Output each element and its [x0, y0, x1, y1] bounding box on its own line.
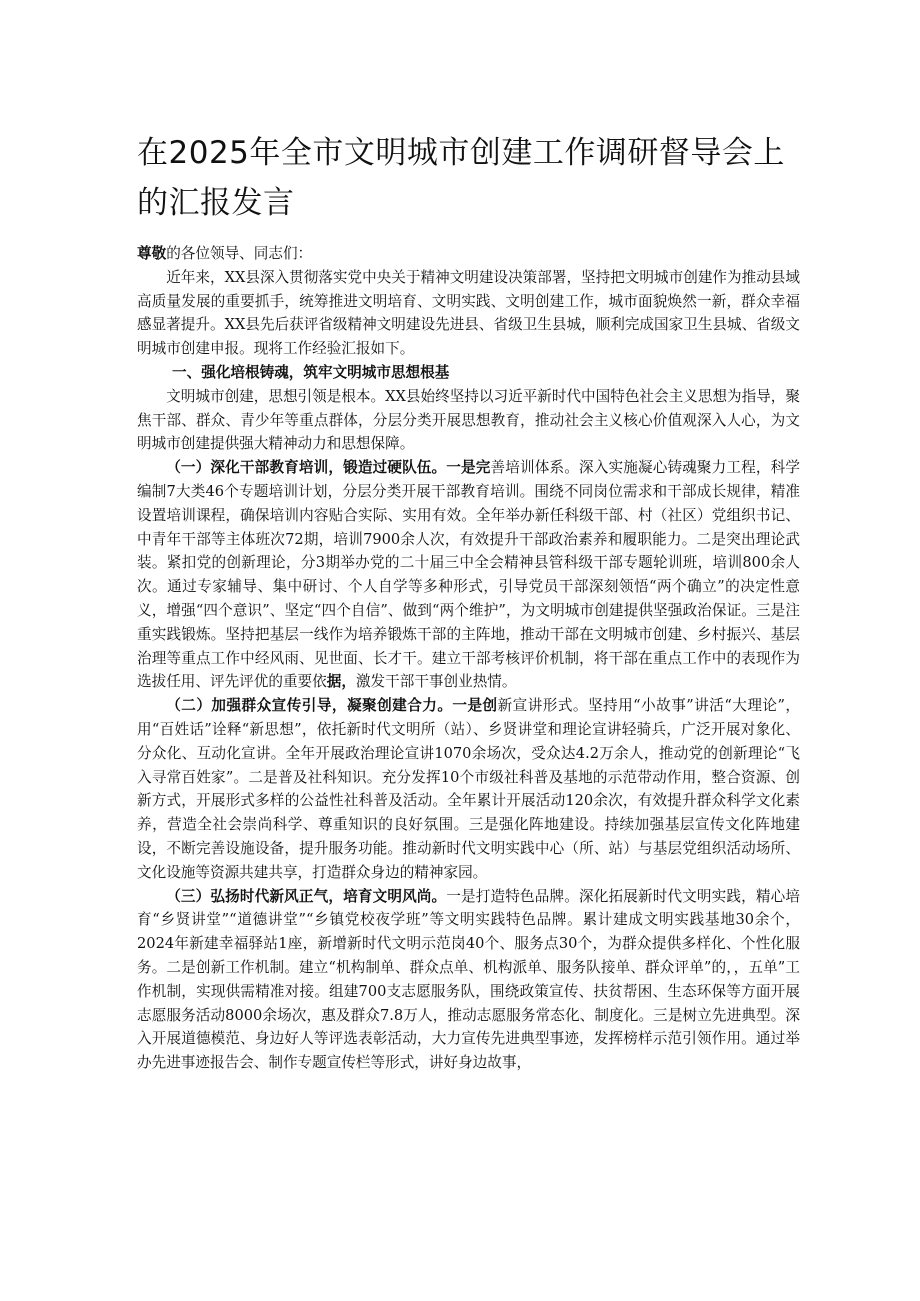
document-title: 在2025年全市文明城市创建工作调研督导会上的汇报发言	[137, 135, 785, 221]
section-heading-1: 一、强化培根铸魂，筑牢文明城市思想根基	[172, 363, 450, 381]
greeting	[137, 242, 800, 266]
subsection-2-heading: （二）加强群众宣传引导，凝聚创建合力。	[166, 697, 453, 715]
subsection-2-text: 新宣讲形式。坚持用“小故事”讲活“大理论”，用“百姓话”诠释“新思想”，依托新时代文明所（站）、乡贤讲堂和理论宣讲轻骑兵，广泛开展对象化、分众化、互动化宣讲。全年开展政治理论宣讲1070余场次，受众达4.2万余人，推动党的创新理论“飞入寻常百姓家”。二是普及社科知识。充分发挥10个市级社科普及基地的示范带动作用，整合资源、创新方式，开展形式多样的公益性社科普及活动。全年累计开展活动120余次，有效提升群众科学文化素养，营造全社会崇尚科学、尊重知识的良好氛围。三是强化阵地建设。持续加强基层宣传文化阵地建设，不断完善设施设备，提升服务功能。推动新时代文明实践中心（所、站）与基层党组织活动场所、文化设施等资源共建共享，打造群众身边的精神家园。	[137, 697, 800, 881]
subsection-1-lead: 一是完	[446, 459, 491, 477]
subsection-1-paragraph	[137, 456, 800, 694]
greeting-lead: 尊敬	[137, 245, 167, 262]
document-body	[137, 242, 800, 1075]
subsection-2-paragraph	[137, 694, 800, 884]
subsection-1-text: 善培训体系。深入实施凝心铸魂聚力工程，科学编制7大类46个专题培训计划，分层分类开展干部教育培训。围绕不同岗位需求和干部成长规律，精准设置培训课程，确保培训内容贴合实际、实用有效。全年举办新任科级干部、村（社区）党组织书记、中青年干部等主体班次72期，培训7900余人次，有效提升干部政治素养和履职能力。二是突出理论武装。紧扣党的创新理论，分3期举办党的二十届三中全会精神县管科级干部专题轮训班，培训800余人次。通过专家辅导、集中研讨、个人自学等多种形式，引导党员干部深刻领悟“两个确立”的决定性意义，增强“四个意识”、坚定“四个自信”、做到“两个维护”，为文明城市创建提供坚强政治保证。三是注重实践锻炼。坚持把基层一线作为培养锻炼干部的主阵地，推动干部在文明城市创建、乡村振兴、基层治理等重点工作中经风雨、见世面、长才干。建立干部考核评价机制，将干部在重点工作中的表现作为选拔任用、评先评优的重要依	[137, 459, 800, 691]
section-overview-paragraph: 文明城市创建，思想引领是根本。XX县始终坚持以习近平新时代中国特色社会主义思想为指导，聚焦干部、群众、青少年等重点群体，分层分类开展思想教育，推动社会主义核心价值观深入人心，为文明城市创建提供强大精神动力和思想保障。	[137, 387, 800, 453]
subsection-3-paragraph	[137, 885, 800, 1075]
greeting-rest: 的各位领导、同志们：	[166, 245, 313, 262]
subsection-2-lead: 一是创	[452, 697, 498, 715]
subsection-1-tail-bold: 据，	[326, 673, 356, 691]
intro-paragraph: 近年来，XX县深入贯彻落实党中央关于精神文明建设决策部署，坚持把文明城市创建作为推动县域高质量发展的重要抓手，统筹推进文明培育、文明实践、文明创建工作，城市面貌焕然一新，群众幸福感显著提升。XX县先后获评省级精神文明建设先进县、省级卫生县城，顺利完成国家卫生县城、省级文明城市创建申报。现将工作经验汇报如下。	[137, 268, 800, 358]
subsection-1-heading: （一）深化干部教育培训，锻造过硬队伍。	[166, 459, 447, 477]
subsection-1-tail: 激发干部干事创业热情。	[355, 673, 517, 691]
subsection-3-text: 一是打造特色品牌。深化拓展新时代文明实践，精心培育“乡贤讲堂”“道德讲堂”“乡镇党校夜学班”等文明实践特色品牌。累计建成文明实践基地30余个，2024年新建幸福驿站1座，新增新时代文明示范岗40个、服务点30个，为群众提供多样化、个性化服务。二是创新工作机制。建立“机构制单、群众点单、机构派单、服务队接单、群众评单”的，，五单”工作机制，实现供需精准对接。组建700支志愿服务队，围绕政策宣传、扶贫帮困、生态环保等方面开展志愿服务活动8000余场次，惠及群众7.8万人，推动志愿服务常态化、制度化。三是树立先进典型。深入开展道德模范、身边好人等评选表彰活动，大力宣传先进典型事迹，发挥榜样示范引领作用。通过举办先进事迹报告会、制作专题宣传栏等形式，讲好身边故事，	[137, 887, 800, 1072]
subsection-3-heading: （三）弘扬时代新风正气，培育文明风尚。	[166, 887, 447, 905]
